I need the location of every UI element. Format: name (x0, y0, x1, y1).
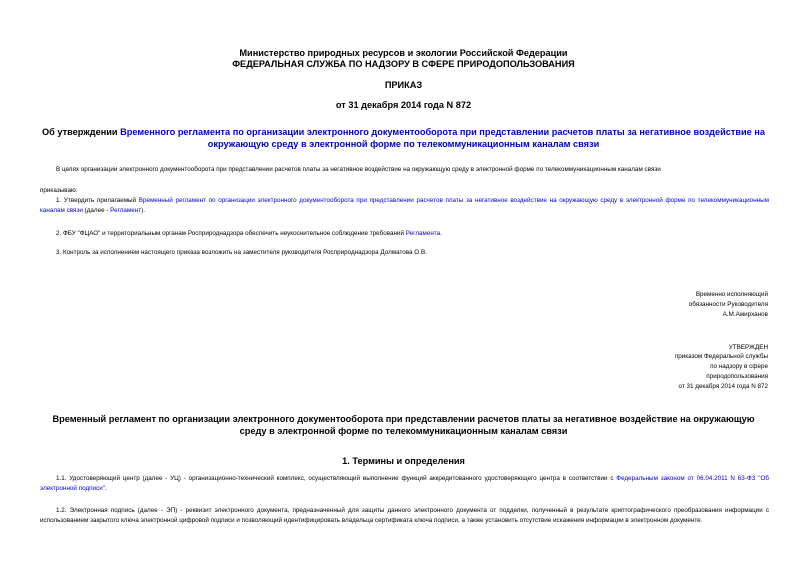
paragraph-1-1 (40, 474, 769, 493)
item-2-end: . (440, 230, 442, 237)
order-title-link[interactable]: Временного регламента по организации электронного документооборота при представлении расчетов платы за негативное воздействие на окружающую среду в электронной форме по телекоммуникационным каналам связи (120, 127, 765, 149)
ministry-heading: Министерство природных ресурсов и экологии Российской Федерации (239, 48, 568, 58)
signature-line-1: Временно исполняющий (695, 291, 768, 298)
federal-law-link[interactable]: Федеральным законом от 06.04.2011 N 63-ФЗ "Об электронной подписи" (40, 475, 769, 492)
service-heading: ФЕДЕРАЛЬНАЯ СЛУЖБА ПО НАДЗОРУ В СФЕРЕ ПРИРОДОПОЛЬЗОВАНИЯ (232, 59, 575, 69)
signature-line-2: обязанности Руководителя (688, 301, 768, 308)
approved-line-1: УТВЕРЖДЕН (728, 344, 768, 351)
item-1-regulation-short-link[interactable]: Регламент (110, 206, 142, 214)
approved-line-5: от 31 декабря 2014 года N 872 (678, 383, 768, 390)
approved-line-4: природопользования (706, 373, 768, 380)
doc-type: ПРИКАЗ (384, 80, 423, 90)
item-2 (56, 229, 776, 239)
doc-date-number: от 31 декабря 2014 года N 872 (335, 100, 472, 110)
section-1-heading: 1. Термины и определения (342, 456, 465, 466)
item-3: 3. Контроль за исполнением настоящего приказа возложить на заместителя руководителя Росприроднадзора Долматова О.В. (56, 249, 427, 256)
item-1-end: ). (141, 206, 145, 214)
signature-name: А.М.Амирханов (722, 311, 768, 318)
paragraph-1-1-end: . (104, 484, 107, 492)
item-1-prefix: 1. Утвердить прилагаемый (56, 197, 139, 204)
approved-line-2: приказом Федеральной службы (674, 353, 768, 360)
item-1 (40, 196, 769, 215)
item-1-mid: (далее - (82, 206, 111, 214)
order-word: приказываю: (40, 187, 78, 194)
regulation-title: Временный регламент по организации электронного документооборота при представлении расчетов платы за негативное воздействие на окружающую среду в электронной форме по телекоммуникационным каналам связи (52, 414, 755, 436)
paragraph-1-2: 1.2. Электронная подпись (далее - ЭП) - реквизит электронного документа, предназначенный для защиты данного электронного документа от подделки, полученный в результате криптографического преобразования информации с использованием закрытого ключа электронной цифровой подписи и позволяющий идентифицировать владельца сертификата ключа подписи, а также установить отсутствие искажения информации в электронном документе. (40, 507, 769, 524)
item-1-regulation-link[interactable]: Временный регламент по организации электронного документооборота при представлении расчетов платы за негативное воздействие на окружающую среду в электронной форме по телекоммуникационным каналам связи (40, 197, 769, 214)
approved-line-3: по надзору в сфере (710, 363, 768, 370)
intro-paragraph: В целях организации электронного документооборота при представлении расчетов платы за негативное воздействие на окружающую среду в электронной форме по телекоммуникационным каналам связи (56, 166, 661, 173)
item-2-regulation-link[interactable]: Регламента (405, 230, 441, 237)
item-2-prefix: 2. ФБУ "ФЦАО" и территориальным органам Росприроднадзора обеспечить неукоснительное соблюдение требований (56, 230, 406, 237)
paragraph-1-1-prefix: 1.1. Удостоверяющий центр (далее - УЦ) - организационно-технический комплекс, осуществляющий выполнение функций аккредитованного удостоверяющего центра в соответствии с (56, 475, 617, 482)
order-title (40, 126, 767, 150)
order-title-prefix: Об утверждении (42, 127, 121, 137)
